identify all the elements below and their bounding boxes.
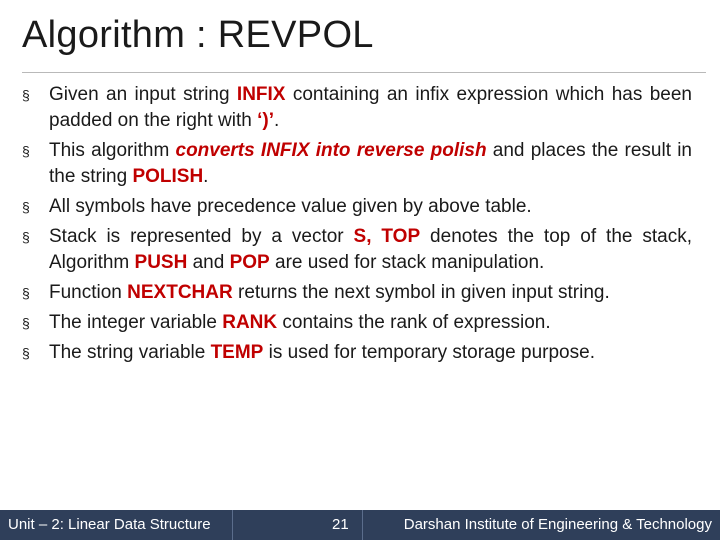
bullet-marker-icon: § <box>22 199 30 215</box>
bullet-text: . <box>203 166 209 187</box>
footer-divider <box>232 510 233 540</box>
bullet-item <box>22 194 692 220</box>
bullet-item <box>22 224 692 276</box>
bullet-marker-icon: § <box>22 87 30 103</box>
bullet-marker-icon: § <box>22 143 30 159</box>
bullet-item <box>22 340 692 366</box>
bullet-text: are used for stack manipulation. <box>269 252 545 273</box>
bullet-text: containing an infix expression which has been padded on the right with <box>49 84 692 131</box>
bullet-text: This algorithm <box>49 140 176 161</box>
highlighted-term: PUSH <box>134 252 188 273</box>
bullet-text: The integer variable <box>49 312 223 333</box>
bullet-text: The string variable <box>49 342 211 363</box>
highlighted-term: INFIX <box>236 84 286 105</box>
highlighted-term: converts INFIX into reverse polish <box>175 140 487 161</box>
bullet-marker-icon: § <box>22 285 30 301</box>
bullet-text: . <box>273 110 280 131</box>
bullet-text: Given an input string <box>49 84 237 105</box>
bullet-list <box>22 82 692 370</box>
bullet-item <box>22 280 692 306</box>
bullet-text: returns the next symbol in given input string. <box>232 282 610 303</box>
bullet-text: and places the result in the string <box>49 140 692 187</box>
bullet-text: and <box>187 252 230 273</box>
highlighted-term: RANK <box>222 312 278 333</box>
bullet-marker-icon: § <box>22 229 30 245</box>
bullet-item <box>22 138 692 190</box>
bullet-text: All symbols have precedence value given by above table. <box>49 196 532 217</box>
title-divider <box>22 72 706 73</box>
bullet-item <box>22 310 692 336</box>
footer-unit-label: Unit – 2: Linear Data Structure <box>8 516 211 533</box>
highlighted-term: TEMP <box>210 342 264 363</box>
bullet-text: denotes the top of the stack, Algorithm <box>49 226 692 273</box>
bullet-text: is used for temporary storage purpose. <box>263 342 595 363</box>
slide-footer <box>0 510 720 540</box>
slide-title: Algorithm : REVPOL <box>22 14 374 56</box>
highlighted-term: NEXTCHAR <box>127 282 233 303</box>
highlighted-term: POLISH <box>132 166 204 187</box>
bullet-marker-icon: § <box>22 315 30 331</box>
highlighted-term: POP <box>229 252 270 273</box>
bullet-text: Function <box>49 282 128 303</box>
highlighted-term: ‘)’ <box>257 110 274 131</box>
highlighted-term: S, TOP <box>353 226 421 247</box>
footer-institute-name: Darshan Institute of Engineering & Technology <box>403 516 712 533</box>
bullet-text: Stack is represented by a vector <box>49 226 354 247</box>
bullet-marker-icon: § <box>22 345 30 361</box>
bullet-text: contains the rank of expression. <box>277 312 551 333</box>
bullet-item <box>22 82 692 134</box>
footer-divider <box>362 510 363 540</box>
footer-page-number: 21 <box>332 516 349 533</box>
